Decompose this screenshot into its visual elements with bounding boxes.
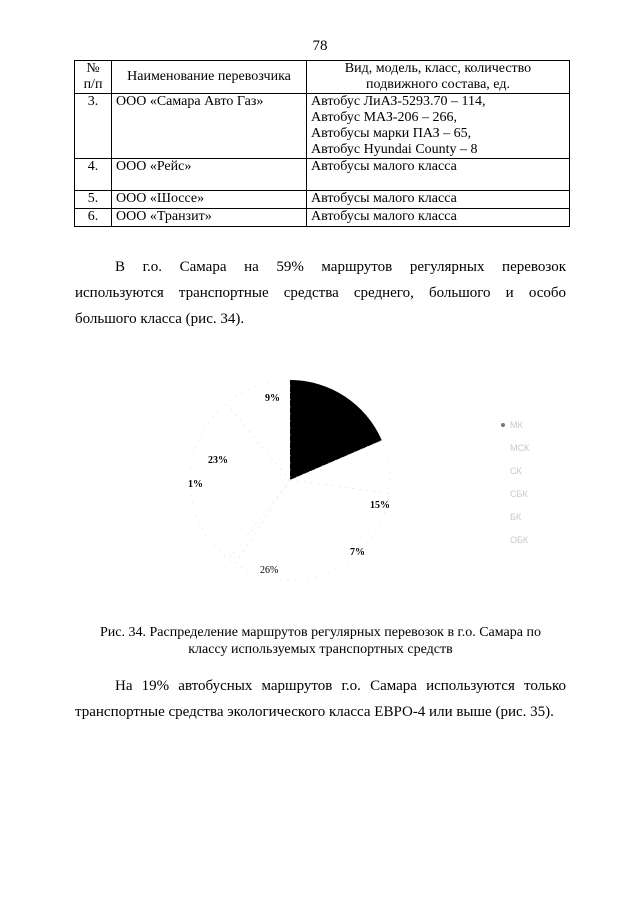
- page-number: 78: [312, 38, 328, 54]
- fleet-line: Автобусы марки ПАЗ – 65,: [311, 126, 472, 141]
- fleet-line: Автобус ЛиАЗ-5293.70 – 114,: [311, 94, 486, 109]
- legend-marker: [501, 423, 505, 427]
- row-fleet: Автобусы малого класса: [307, 159, 570, 191]
- pie-data-label: 7%: [350, 547, 365, 558]
- header-fleet-line1: Вид, модель, класс, количество: [344, 61, 532, 76]
- carriers-table: [74, 60, 570, 227]
- paragraph-line: На 19% автобусных маршрутов г.о. Самара используются только: [115, 678, 566, 694]
- pie-data-label: 9%: [265, 393, 280, 404]
- legend-item: БК: [510, 512, 522, 522]
- caption-line: Рис. 34. Распределение маршрутов регулярных перевозок в г.о. Самара по: [100, 625, 541, 640]
- header-number: [75, 61, 112, 94]
- row-fleet: [307, 94, 570, 159]
- paragraph-line: большого класса (рис. 34).: [75, 311, 245, 327]
- legend-item: СК: [510, 466, 522, 476]
- paragraph-line: В г.о. Самара на 59% маршрутов регулярных перевозок: [115, 259, 566, 275]
- pie-chart: [150, 360, 570, 590]
- table-row: [75, 209, 570, 227]
- header-number-line1: №: [86, 61, 100, 76]
- pie-data-label: 1%: [188, 479, 203, 490]
- row-carrier-name: ООО «Самара Авто Газ»: [112, 94, 307, 159]
- legend-item: ОБК: [510, 535, 529, 545]
- row-fleet: Автобусы малого класса: [307, 209, 570, 227]
- row-number: 4.: [75, 159, 112, 191]
- pie-legend: [501, 420, 530, 545]
- header-fleet: [307, 61, 570, 94]
- pie-data-label: 26%: [260, 565, 279, 576]
- header-number-line2: п/п: [83, 77, 103, 92]
- paragraph-euro4: [75, 673, 566, 725]
- row-carrier-name: ООО «Шоссе»: [112, 191, 307, 209]
- paragraph-routes-share: [75, 254, 566, 332]
- pie-data-label: 23%: [208, 455, 228, 466]
- row-number: 5.: [75, 191, 112, 209]
- paragraph-line: транспортные средства экологического класса ЕВРО-4 или выше (рис. 35).: [75, 704, 554, 720]
- row-fleet: Автобусы малого класса: [307, 191, 570, 209]
- caption-line: классу используемых транспортных средств: [188, 642, 453, 657]
- row-carrier-name: ООО «Рейс»: [112, 159, 307, 191]
- paragraph-line: используются транспортные средства среднего, большого и особо: [75, 285, 566, 301]
- fleet-line: Автобус Hyundai County – 8: [311, 142, 478, 157]
- header-fleet-line2: подвижного состава, ед.: [366, 77, 510, 92]
- table-row: [75, 94, 570, 159]
- table-header-row: [75, 61, 570, 94]
- row-number: 3.: [75, 94, 112, 159]
- legend-item: СБК: [510, 489, 528, 499]
- legend-item: МК: [510, 420, 523, 430]
- row-carrier-name: ООО «Транзит»: [112, 209, 307, 227]
- row-number: 6.: [75, 209, 112, 227]
- table-row: [75, 191, 570, 209]
- header-carrier-name: Наименование перевозчика: [112, 61, 307, 94]
- pie-data-label: 15%: [370, 500, 390, 511]
- legend-item: МСК: [510, 443, 530, 453]
- figure-caption: [75, 624, 566, 658]
- fleet-line: Автобус МАЗ-206 – 266,: [311, 110, 457, 125]
- table-row: [75, 159, 570, 191]
